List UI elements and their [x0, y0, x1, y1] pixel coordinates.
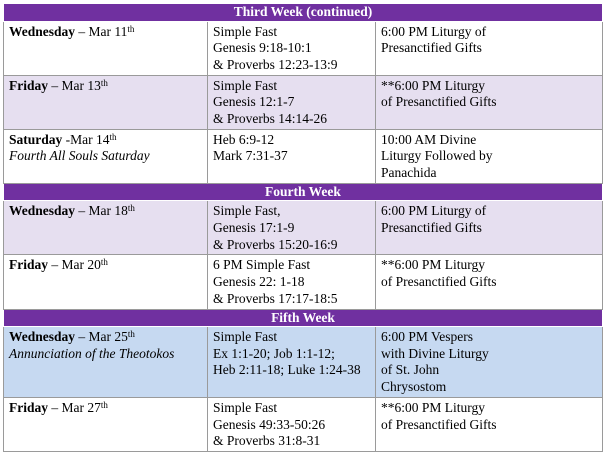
service-line: Presanctified Gifts: [381, 220, 482, 236]
date-ordinal: th: [127, 203, 135, 214]
day-date-line: [9, 132, 202, 149]
day-cell: [4, 397, 208, 451]
reading-line: & Proverbs 12:23-13:9: [213, 56, 338, 72]
week-title: Third Week (continued): [4, 4, 603, 22]
readings-cell: [208, 255, 376, 309]
day-date-line: [9, 24, 202, 41]
schedule-row: [4, 201, 603, 255]
date-ordinal: th: [100, 399, 108, 410]
reading-line: Simple Fast: [213, 23, 278, 39]
reading-line: & Proverbs 31:8-31: [213, 433, 321, 449]
service-cell: [376, 21, 603, 75]
reading-line: Genesis 9:18-10:1: [213, 40, 312, 56]
week-title: Fifth Week: [4, 309, 603, 327]
readings-cell: [208, 129, 376, 183]
service-cell: [376, 327, 603, 398]
service-cell: [376, 397, 603, 451]
day-date-line: [9, 400, 202, 417]
readings-cell: [208, 397, 376, 451]
service-line: 6:00 PM Liturgy of: [381, 203, 487, 219]
reading-line: Simple Fast,: [213, 203, 281, 219]
service-line: of Presanctified Gifts: [381, 416, 497, 432]
readings-cell: [208, 327, 376, 398]
reading-line: & Proverbs 15:20-16:9: [213, 236, 338, 252]
service-line: 6:00 PM Liturgy of: [381, 23, 487, 39]
reading-line: Heb 6:9-12: [213, 131, 275, 147]
reading-line: Simple Fast: [213, 399, 278, 415]
schedule-row: [4, 75, 603, 129]
week-header: [4, 309, 603, 327]
service-cell: [376, 255, 603, 309]
reading-line: Heb 2:11-18; Luke 1:24-38: [213, 362, 361, 378]
service-cell: [376, 75, 603, 129]
day-name: Friday: [9, 399, 48, 415]
reading-line: Genesis 22: 1-18: [213, 274, 305, 290]
day-cell: [4, 255, 208, 309]
service-line: of Presanctified Gifts: [381, 94, 497, 110]
day-name: Wednesday: [9, 203, 76, 219]
date-text: – Mar 20: [48, 257, 101, 273]
day-date-line: [9, 329, 202, 346]
schedule-row: [4, 129, 603, 183]
reading-line: & Proverbs 14:14-26: [213, 111, 327, 127]
day-name: Friday: [9, 77, 48, 93]
reading-line: Genesis 12:1-7: [213, 94, 295, 110]
feast-name: Fourth All Souls Saturday: [9, 148, 150, 164]
day-name: Friday: [9, 257, 48, 273]
day-cell: [4, 201, 208, 255]
date-ordinal: th: [127, 23, 135, 34]
service-line: **6:00 PM Liturgy: [381, 257, 486, 273]
day-cell: [4, 327, 208, 398]
reading-line: & Proverbs 17:17-18:5: [213, 290, 338, 306]
service-cell: [376, 201, 603, 255]
week-header: [4, 4, 603, 22]
reading-line: Simple Fast: [213, 329, 278, 345]
service-line: **6:00 PM Liturgy: [381, 399, 486, 415]
reading-line: Simple Fast: [213, 77, 278, 93]
week-title: Fourth Week: [4, 183, 603, 201]
date-ordinal: th: [100, 77, 108, 88]
day-date-line: [9, 257, 202, 274]
service-line: of Presanctified Gifts: [381, 274, 497, 290]
schedule-row: [4, 21, 603, 75]
lenten-schedule-table: [3, 3, 603, 452]
service-line: 10:00 AM Divine: [381, 131, 477, 147]
schedule-row: [4, 255, 603, 309]
date-text: – Mar 27: [48, 399, 101, 415]
service-line: Panachida: [381, 165, 437, 181]
schedule-row: [4, 397, 603, 451]
readings-cell: [208, 75, 376, 129]
readings-cell: [208, 21, 376, 75]
reading-line: 6 PM Simple Fast: [213, 257, 311, 273]
day-date-line: [9, 78, 202, 95]
week-header: [4, 183, 603, 201]
service-line: Chrysostom: [381, 379, 447, 395]
day-name: Wednesday: [9, 23, 76, 39]
day-cell: [4, 21, 208, 75]
feast-name: Annunciation of the Theotokos: [9, 345, 175, 361]
service-line: Liturgy Followed by: [381, 148, 493, 164]
service-line: with Divine Liturgy: [381, 345, 489, 361]
reading-line: Genesis 17:1-9: [213, 220, 295, 236]
readings-cell: [208, 201, 376, 255]
day-cell: [4, 129, 208, 183]
date-text: -Mar 14: [62, 131, 110, 147]
service-line: of St. John: [381, 362, 440, 378]
day-date-line: [9, 203, 202, 220]
date-text: – Mar 13: [48, 77, 101, 93]
date-ordinal: th: [127, 329, 135, 340]
service-line: 6:00 PM Vespers: [381, 329, 474, 345]
reading-line: Ex 1:1-20; Job 1:1-12;: [213, 345, 335, 361]
reading-line: Mark 7:31-37: [213, 148, 288, 164]
day-name: Saturday: [9, 131, 63, 147]
service-line: **6:00 PM Liturgy: [381, 77, 486, 93]
service-cell: [376, 129, 603, 183]
service-line: Presanctified Gifts: [381, 40, 482, 56]
reading-line: Genesis 49:33-50:26: [213, 416, 326, 432]
day-name: Wednesday: [9, 329, 76, 345]
date-text: – Mar 25: [75, 329, 128, 345]
date-ordinal: th: [100, 257, 108, 268]
date-text: – Mar 18: [75, 203, 128, 219]
date-ordinal: th: [109, 131, 117, 142]
schedule-row: [4, 327, 603, 398]
date-text: – Mar 11: [75, 23, 128, 39]
day-cell: [4, 75, 208, 129]
